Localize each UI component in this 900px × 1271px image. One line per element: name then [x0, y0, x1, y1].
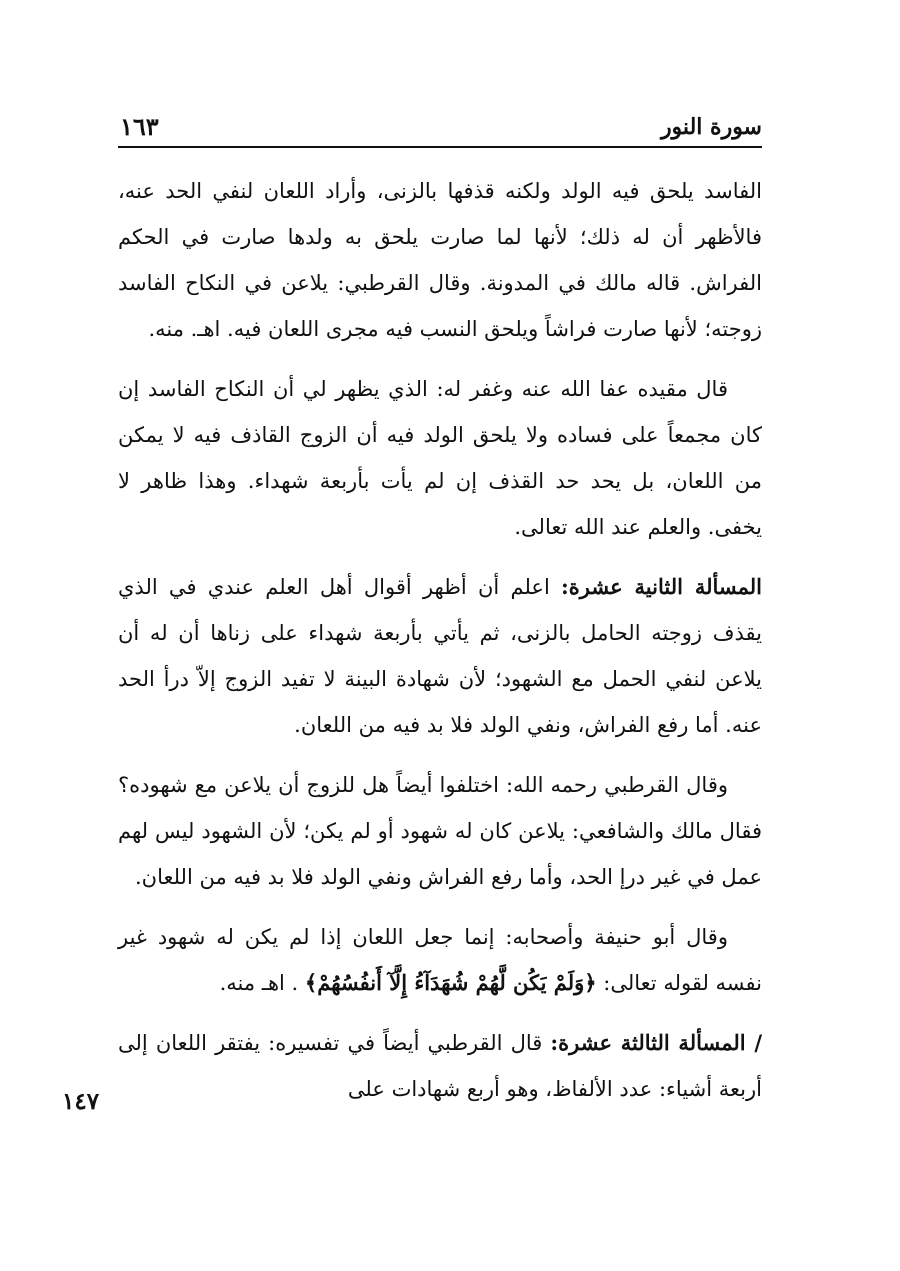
paragraph-masala-13	[118, 1020, 762, 1112]
paragraph-text: اعلم أن أظهر أقوال أهل العلم عندي في الذي يقذف زوجته الحامل بالزنى، ثم يأتي بأربعة شهداء على زناها أن له أن يلاعن لنفي الحمل مع الشهود؛ لأن شهادة البينة لا تفيد الزوج إلاّ درأ الحد عنه. أما رفع الفراش، ونفي الولد فلا بد فيه من اللعان.	[118, 575, 762, 737]
paragraph-text: قال القرطبي أيضاً في تفسيره: يفتقر اللعان إلى أربعة أشياء: عدد الألفاظ، وهو أربع شهادات على	[118, 1031, 762, 1101]
margin-page-reference: ١٤٧	[62, 1088, 100, 1115]
paragraph-text: قال مقيده عفا الله عنه وغفر له: الذي يظهر لي أن النكاح الفاسد إن كان مجمعاً على فساده ولا يلحق الولد فيه أن الزوج القاذف فيه لا يمكن من اللعان، بل يحد حد القذف إن لم يأت بأربعة شهداء. وهذا ظاهر لا يخفى. والعلم عند الله تعالى.	[118, 377, 762, 539]
masala-title: المسألة الثانية عشرة:	[561, 574, 762, 599]
paragraph-1	[118, 168, 762, 352]
paragraph-text: وقال أبو حنيفة وأصحابه: إنما جعل اللعان إذا لم يكن له شهود غير نفسه لقوله تعالى:	[118, 925, 762, 995]
quran-verse: ﴿وَلَمْ يَكُن لَّهُمْ شُهَدَآءُ إِلَّآ أَنفُسُهُمْ﴾	[304, 970, 597, 995]
paragraph-text: وقال القرطبي رحمه الله: اختلفوا أيضاً هل للزوج أن يلاعن مع شهوده؟ فقال مالك والشافعي: يلاعن كان له شهود أو لم يكن؛ لأن الشهود ليس لهم عمل في غير درإ الحد، وأما رفع الفراش ونفي الولد فلا بد فيه من اللعان.	[118, 773, 762, 889]
running-title: سورة النور	[660, 114, 762, 140]
paragraph-2	[118, 366, 762, 550]
paragraph-text: الفاسد يلحق فيه الولد ولكنه قذفها بالزنى، وأراد اللعان لنفي الحد عنه، فالأظهر أن له ذلك؛ لأنها لما صارت يلحق به ولدها صارت في الحكم الفراش. قاله مالك في المدونة. وقال القرطبي: يلاعن في النكاح الفاسد زوجته؛ لأنها صارت فراشاً ويلحق النسب فيه مجرى اللعان فيه. اهـ. منه.	[118, 179, 762, 341]
paragraph-text-end: . اهـ منه.	[219, 971, 299, 995]
paragraph-4	[118, 762, 762, 900]
page-body	[118, 168, 762, 1126]
masala-title: / المسألة الثالثة عشرة:	[550, 1030, 763, 1055]
paragraph-5	[118, 914, 762, 1006]
page-header	[118, 112, 762, 148]
page-number: ١٦٣	[120, 112, 159, 141]
paragraph-masala-12	[118, 564, 762, 748]
